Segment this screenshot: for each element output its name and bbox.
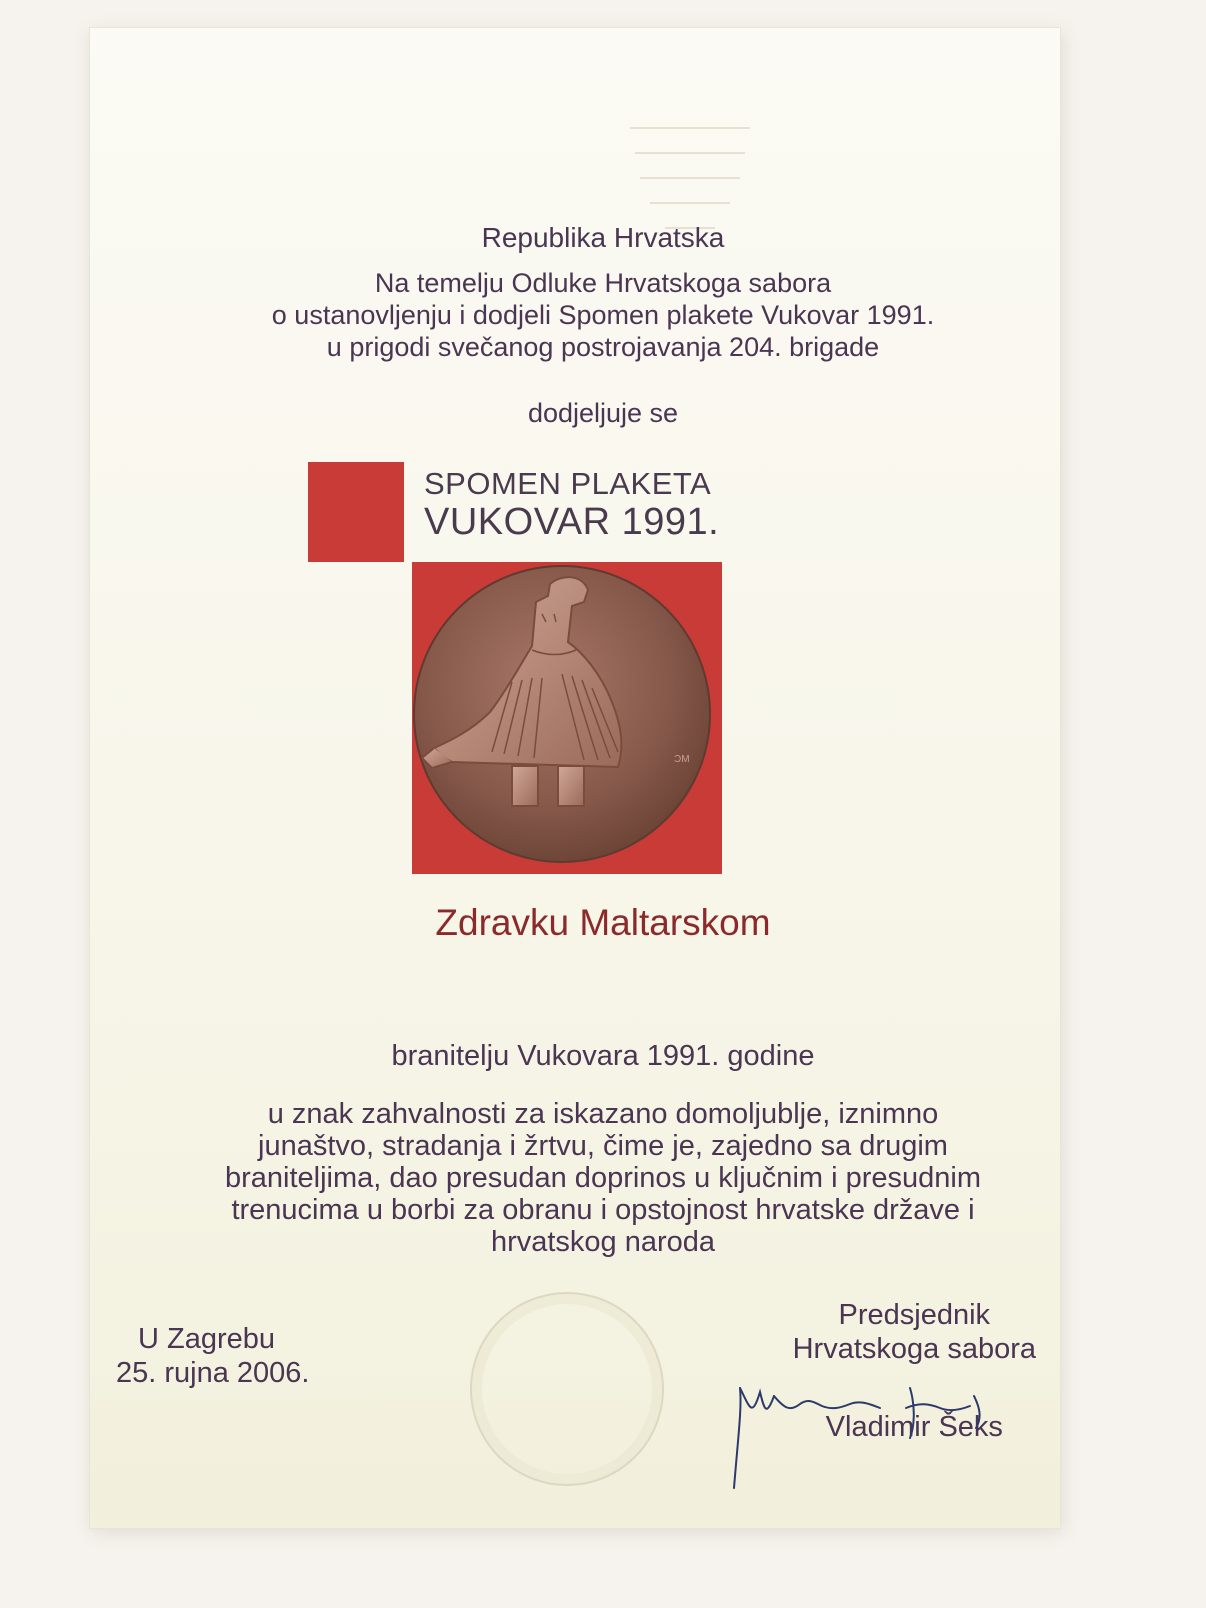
basis-line-2: o ustanovljenju i dodjeli Spomen plakete Vukovar 1991. bbox=[271, 300, 935, 330]
basis-line-1: Na temelju Odluke Hrvatskoga sabora bbox=[374, 268, 832, 298]
issuer-heading: Republika Hrvatska bbox=[481, 222, 725, 253]
signer-name: Vladimir Šeks bbox=[825, 1411, 1003, 1443]
basis-line-3: u prigodi svečanog postrojavanja 204. brigade bbox=[326, 332, 880, 362]
signer-title-line-2: Hrvatskoga sabora bbox=[792, 1333, 1036, 1365]
red-accent-square bbox=[308, 462, 404, 562]
embossed-seal bbox=[470, 1292, 664, 1486]
awarded-phrase: dodjeljuje se bbox=[527, 398, 679, 428]
recipient-name: Zdravku Maltarskom bbox=[435, 902, 771, 943]
place-and-date bbox=[116, 1322, 309, 1390]
medal-panel bbox=[412, 562, 722, 874]
reason-line-1: u znak zahvalnosti za iskazano domoljublje, iznimno bbox=[267, 1098, 939, 1130]
svg-text:ƆM: ƆM bbox=[674, 754, 690, 765]
reason-line-3: braniteljima, dao presudan doprinos u ključnim i presudnim bbox=[224, 1162, 981, 1194]
plaque-title-line-1: SPOMEN PLAKETA bbox=[424, 466, 712, 501]
handwritten-signature bbox=[730, 1368, 1010, 1498]
plaque-title-line-2: VUKOVAR 1991. bbox=[424, 501, 720, 543]
reason-line-4: trenucima u borbi za obranu i opstojnost hrvatske države i bbox=[231, 1194, 975, 1226]
issue-place: U Zagrebu bbox=[138, 1323, 276, 1355]
reason-line-2: junaštvo, stradanja i žrtvu, čime je, zajedno sa drugim bbox=[258, 1130, 948, 1162]
issue-date: 25. rujna 2006. bbox=[116, 1357, 310, 1389]
recipient-role: branitelju Vukovara 1991. godine bbox=[391, 1040, 815, 1072]
plaque-title bbox=[424, 468, 719, 541]
bronze-medal-image bbox=[412, 562, 722, 874]
reason-line-5: hrvatskog naroda bbox=[490, 1226, 716, 1258]
signer-title-line-1: Predsjednik bbox=[838, 1299, 991, 1331]
